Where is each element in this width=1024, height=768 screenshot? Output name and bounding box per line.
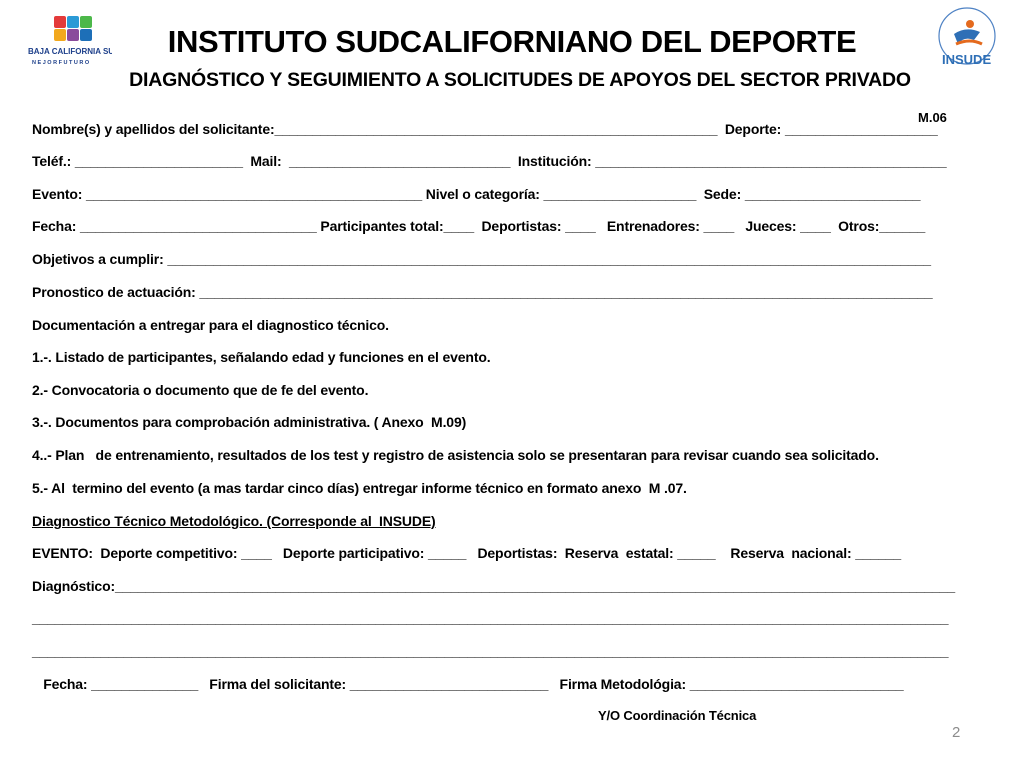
documentation-heading: Documentación a entregar para el diagnostico técnico.: [32, 317, 389, 333]
technical-diagnosis-heading: Diagnostico Técnico Metodológico. (Corresponde al INSUDE): [32, 513, 436, 529]
doc-item-5: 5.- Al termino del evento (a mas tardar cinco días) entregar informe técnico en formato anexo M .07.: [32, 480, 687, 496]
diagnosis-line: Diagnóstico:______________________________________________________________________________________________________________: [32, 578, 955, 594]
doc-item-2: 2.- Convocatoria o documento que de fe del evento.: [32, 382, 369, 398]
page-title: INSTITUTO SUDCALIFORNIANO DEL DEPORTE: [167, 24, 857, 59]
logo-right-text: INSUDE: [942, 52, 992, 67]
page-subtitle: DIAGNÓSTICO Y SEGUIMIENTO A SOLICITUDES DE APOYOS DEL SECTOR PRIVADO: [129, 69, 911, 91]
blank-line-1: ________________________________________________________________________________________________________________________: [32, 610, 949, 626]
blank-line-2: ________________________________________________________________________________________________________________________: [32, 643, 949, 659]
logo-left-text: BAJA CALIFORNIA SUR: [28, 47, 112, 56]
date-participants-line: Fecha: _______________________________ Participantes total:____ Deportistas: ____ Entrenadores: ____ Jueces: ____ Otros:______: [32, 218, 926, 234]
event-line: Evento: ____________________________________________ Nivel o categoría: ____________________ Sede: _______________________: [32, 186, 921, 202]
contact-line: Teléf.: ______________________ Mail: _____________________________ Institución: ______________________________________________: [32, 153, 947, 169]
signature-line: Fecha: ______________ Firma del solicitante: __________________________ Firma Metodológia: ____________________________: [32, 676, 904, 692]
doc-item-1: 1.-. Listado de participantes, señalando edad y funciones en el evento.: [32, 349, 491, 365]
doc-item-4: 4..- Plan de entrenamiento, resultados de los test y registro de asistencia solo se presentaran para revisar cuando sea solicitado.: [32, 447, 879, 463]
logo-left-tagline: N E J O R F U T U R O: [32, 60, 90, 66]
objectives-line: Objetivos a cumplir: ____________________________________________________________________________________________________: [32, 251, 931, 267]
coordination-label: Y/O Coordinación Técnica: [598, 708, 757, 723]
doc-item-3: 3.-. Documentos para comprobación administrativa. ( Anexo M.09): [32, 414, 467, 430]
event-type-line: EVENTO: Deporte competitivo: ____ Deporte participativo: _____ Deportistas: Reserva estatal: _____ Reserva nacional: ______: [32, 545, 902, 561]
forecast-line: Pronostico de actuación: ________________________________________________________________________________________________: [32, 284, 933, 300]
page-number: 2: [952, 724, 961, 741]
applicant-name-line: Nombre(s) y apellidos del solicitante:__________________________________________________________ Deporte: ____________________: [32, 121, 938, 137]
form-code: M.06: [918, 110, 947, 125]
